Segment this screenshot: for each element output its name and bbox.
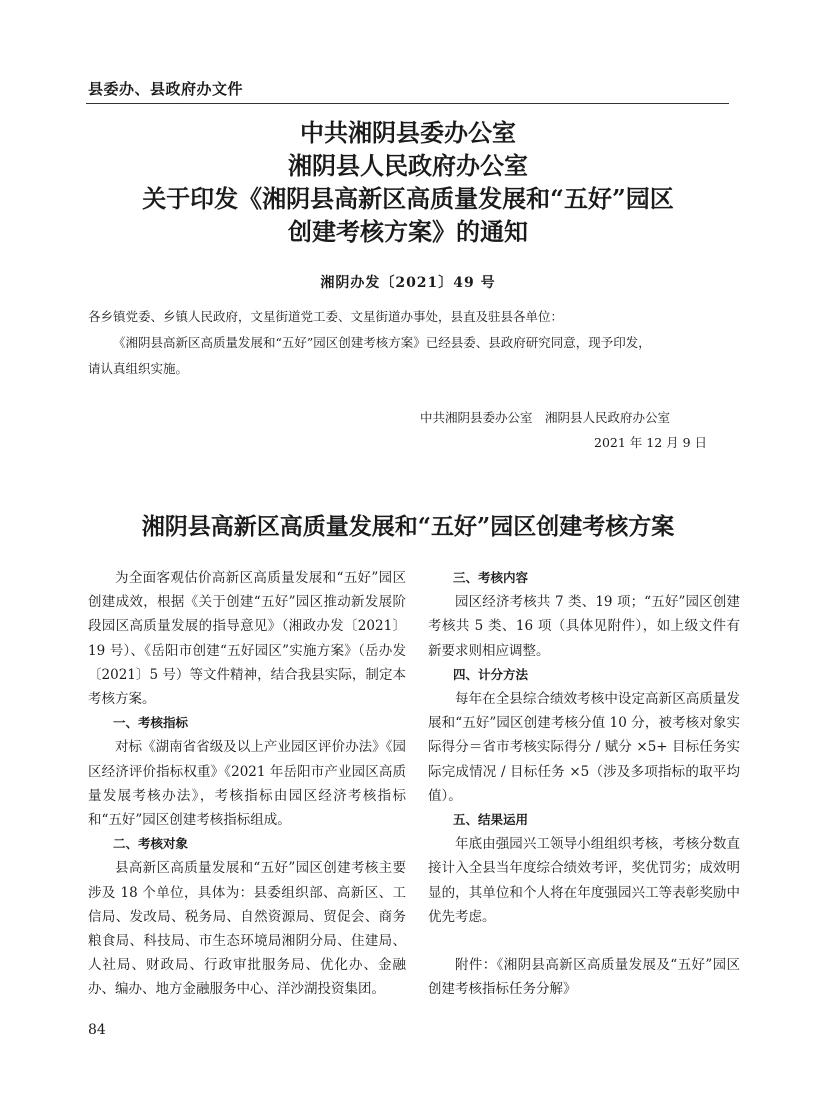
page-number: 84 — [88, 1022, 106, 1038]
section-body-4: 每年在全县综合绩效考核中设定高新区高质量发展和“五好”园区创建考核分值 10 分，被考核对象实际得分＝省市考核实际得分 / 赋分 ×5+ 目标任务实际完成情况 / 目标任务 ×5（涉及多项指标的取平均值）。 — [428, 691, 740, 804]
intro-paragraph: 为全面客观估价高新区高质量发展和“五好”园区创建成效，根据《关于创建“五好”园区推动新发展阶段园区高质量发展的指导意见》（湘政办发〔2021〕19 号）、《岳阳市创建“五好园区”实施方案》（岳办发〔2021〕5 号）等文件精神，结合我县实际，制定本考核方案。 — [88, 570, 406, 708]
header-divider — [86, 103, 729, 104]
plan-title: 湘阴县高新区高质量发展和“五好”园区创建考核方案 — [141, 513, 675, 540]
issuer-line-1: 中共湘阴县委办公室 — [300, 118, 516, 147]
left-column — [88, 566, 406, 1002]
section-body-1: 对标《湖南省省级及以上产业园区评价办法》《园区经济评价指标权重》《2021 年岳阳市产业园区高质量发展考核办法》，考核指标由园区经济考核指标和“五好”园区创建考核指标组成。 — [88, 739, 406, 829]
section-heading-1: 一、考核指标 — [113, 715, 189, 731]
section-heading-3: 三、考核内容 — [453, 570, 529, 585]
notice-body-line-2: 请认真组织实施。 — [88, 361, 189, 376]
notice-title-line-1: 关于印发《湘阴县高新区高质量发展和“五好”园区 — [142, 184, 674, 213]
paragraph-gap — [428, 929, 740, 953]
signature: 中共湘阴县委办公室 湘阴县人民政府办公室 — [420, 410, 671, 425]
section-heading-5: 五、结果运用 — [453, 812, 529, 828]
attachment-note: 附件：《湘阴县高新区高质量发展及“五好”园区创建考核指标任务分解》 — [428, 957, 740, 998]
section-heading-4: 四、计分方法 — [453, 666, 529, 682]
issue-date: 2021 年 12 月 9 日 — [594, 435, 708, 450]
section-heading-2: 二、考核对象 — [113, 836, 189, 852]
section-body-2: 县高新区高质量发展和“五好”园区创建考核主要涉及 18 个单位，具体为：县委组织部、高新区、工信局、发改局、税务局、自然资源局、贸促会、商务粮食局、科技局、市生态环境局湘阴分局、住建局、人社局、财政局、行政审批服务局、优化办、金融办、编办、地方金融服务中心、洋沙湖投资集团。 — [88, 860, 406, 998]
section-body-3: 园区经济考核共 7 类、19 项；“五好”园区创建考核共 5 类、16 项（具体见附件），如上级文件有新要求则相应调整。 — [428, 594, 740, 659]
section-body-5: 年底由强园兴工领导小组组织考核，考核分数直接计入全县当年度综合绩效考评，奖优罚劣；成效明显的，其单位和个人将在年度强园兴工等表彰奖励中优先考虑。 — [428, 836, 740, 925]
notice-body-line-1: 《湘阴县高新区高质量发展和“五好”园区创建考核方案》已经县委、县政府研究同意，现予印发， — [113, 335, 651, 350]
issuer-line-2: 湘阴县人民政府办公室 — [288, 151, 528, 180]
recipients: 各乡镇党委、乡镇人民政府，文星街道党工委、文星街道办事处，县直及驻县各单位： — [88, 309, 564, 324]
right-column — [428, 566, 740, 1001]
section-header-label: 县委办、县政府办文件 — [88, 80, 244, 98]
notice-title-line-2: 创建考核方案》的通知 — [288, 217, 528, 246]
document-number: 湘阴办发〔2021〕49 号 — [320, 275, 496, 291]
